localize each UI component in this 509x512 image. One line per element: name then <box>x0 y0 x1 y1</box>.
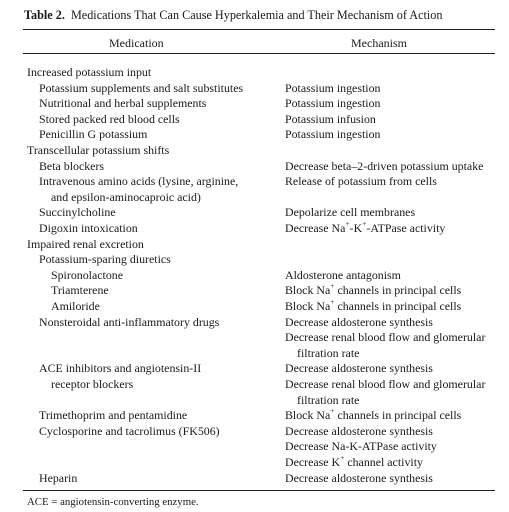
mechanism-cell: filtration rate <box>297 392 360 407</box>
medication-cell: ACE inhibitors and angiotensin-II <box>39 361 202 376</box>
mechanism-cell: Potassium ingestion <box>285 127 381 142</box>
medication-cell: Digoxin intoxication <box>39 221 138 235</box>
medication-cell: Spironolactone <box>51 267 123 282</box>
medication-cell: and epsilon-aminocaproic acid) <box>51 189 201 204</box>
mechanism-cell: Block Na+ channels in principal cells <box>285 281 462 298</box>
medication-column-header: Medication <box>109 36 164 50</box>
medication-cell: Potassium-sparing diuretics <box>39 252 171 267</box>
header-rule <box>23 53 495 54</box>
mechanism-cell: Depolarize cell membranes <box>285 205 416 220</box>
medication-cell: Triamterene <box>51 283 109 298</box>
medication-cell: Stored packed red blood cells <box>39 111 180 126</box>
bottom-rule <box>23 490 495 491</box>
medication-cell: Impaired renal excretion <box>27 236 144 251</box>
medication-cell: receptor blockers <box>51 377 134 391</box>
medication-cell: Nutritional and herbal supplements <box>39 96 207 111</box>
mechanism-cell: Release of potassium from cells <box>285 174 437 189</box>
medication-cell: Nonsteroidal anti-inflammatory drugs <box>39 314 220 329</box>
medication-cell: Cyclosporine and tacrolimus (FK506) <box>39 423 220 438</box>
mechanism-cell: Potassium ingestion <box>285 80 381 95</box>
mechanism-cell: Decrease Na-K-ATPase activity <box>285 439 437 454</box>
mechanism-cell: Decrease aldosterone synthesis <box>285 361 433 376</box>
mechanism-column-header: Mechanism <box>351 36 407 50</box>
mechanism-cell: Decrease renal blood flow and glomerular <box>285 330 486 345</box>
mechanism-cell: Decrease renal blood flow and glomerular <box>285 377 486 391</box>
mechanism-cell: filtration rate <box>297 345 360 360</box>
mechanism-cell: Decrease Na+-K+-ATPase activity <box>285 219 446 235</box>
mechanism-cell: Potassium infusion <box>285 111 376 126</box>
medication-cell: Intravenous amino acids (lysine, arginine, <box>39 174 239 189</box>
mechanism-cell: Block Na+ channels in principal cells <box>285 406 462 423</box>
mechanism-cell: Decrease aldosterone synthesis <box>285 470 433 485</box>
medication-cell: Succinylcholine <box>39 205 116 220</box>
mechanism-cell: Potassium ingestion <box>285 96 381 111</box>
medication-cell: Amiloride <box>51 299 100 313</box>
footnote: ACE = angiotensin-converting enzyme. <box>27 496 199 508</box>
mechanism-cell: Decrease aldosterone synthesis <box>285 314 433 329</box>
medication-cell: Heparin <box>39 470 78 485</box>
mechanism-cell: Decrease aldosterone synthesis <box>285 423 433 438</box>
table-number: Table 2. <box>24 8 65 22</box>
medication-cell: Penicillin G potassium <box>39 127 148 142</box>
medication-cell: Trimethoprim and pentamidine <box>39 408 188 423</box>
medication-cell: Increased potassium input <box>27 65 152 79</box>
mechanism-cell: Decrease beta–2-driven potassium uptake <box>285 158 484 173</box>
top-rule <box>23 29 495 30</box>
medication-cell: Potassium supplements and salt substitutes <box>39 80 244 95</box>
mechanism-cell: Block Na+ channels in principal cells <box>285 297 462 313</box>
mechanism-cell: Decrease K+ channel activity <box>285 453 423 469</box>
table-title <box>24 8 442 23</box>
table-caption: Medications That Can Cause Hyperkalemia and Their Mechanism of Action <box>70 8 443 22</box>
medication-cell: Beta blockers <box>39 158 105 173</box>
medication-cell: Transcellular potassium shifts <box>27 143 170 157</box>
mechanism-cell: Aldosterone antagonism <box>285 267 401 282</box>
